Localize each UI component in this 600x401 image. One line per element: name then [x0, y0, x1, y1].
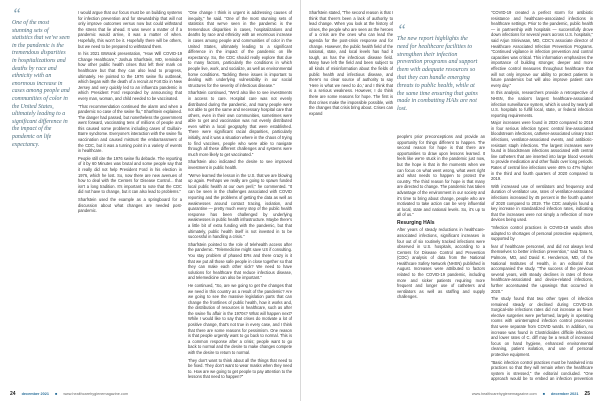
- right-column-1: [309, 10, 393, 382]
- footer-separator: ■: [55, 392, 58, 396]
- left-column-2: [188, 10, 292, 382]
- paragraph: He continued, "So, are we going to get the changes that we need in this country as a result of the pandemic? Are we going to see the massive legislation parts that can change the frontlines of public health, how it works and, the distribution of resources in healthcare, such as after the swine flu affair in the 1970s? What will happen next? While I would like to say that crises do motivate a lot of positive change, that's not true in every case, and I think that there are some reasons for pessimism. One reason is that people urgently want to go back to normal. This is a common response after a crisis; people want to go back to normal and the desire to make changes compete with the desire to return to normal.: [188, 282, 292, 356]
- paragraph: Sharfstein stated, "The second reason is that I think that there's been a lack of authority to lead change. When you look at the history of crises, the people who are seen as the heroes of a crisis are the ones who can lead the agenda for the post-crisis response and for change. However, the public health field of the national, state, and local levels has had it tough, as has the infectious disease field. Many have left the field and been subject to all kinds of misinformation about the fields of public health and infectious disease, and there's no clear source of authority to say 'Here is what we need to do,' and I think that is a serious weakness. However, I do think there are some reasons for hope. The first is that crises make the impossible possible, with the changes that crisis bring about. Crises can expand: [309, 10, 393, 116]
- footer-website: www.healthcarehygienemagazine.com: [471, 392, 537, 396]
- paragraph: people's prior preconceptions and provide an opportunity for things different to happen. The second reason for hope is that there are opportunities to draw upon lessons learned. It feels like we're stuck in the pandemic just now, but the hope is that in the moments when we can focus on what went wrong, what went right and what needs to happen to protect the country. The third reason for hope is that many are directed to change. The pandemic has taken advantage of the environment in our society and it's time to bring about change, people who are motivated to take action can be very influential at local, state and national levels. So, it's up to all of us.": [397, 134, 485, 218]
- paragraph: "One change I think is urgent is addressing causes of inequity," he said. "One of the most stunning sets of statistics that we've seen in the pandemic is the tremendous disparities in cases, hospitalizations and deaths by race and ethnicity with an enormous increase in cases among people and communities of color in the United States, ultimately leading to a significant difference in the impact of the pandemic on life expectancy. So, the CDC should really explore that due to many factors, particularly the conditions in which people live, work, and socialize, as well as environmental home conditions. Tackling these issues is important to dealing with underlying vulnerability in our social structures for the severity of infectious disease.": [188, 10, 292, 88]
- right-page: [300, 0, 600, 401]
- right-pull-quote-text: The new report highlights the need for healthcare facilities to strengthen their infection prevention programs and support them with adequate resources so that they can handle emerging threats to public health, while at the same time ensuring that gains made in combatting HAIs are not lost.: [397, 36, 478, 113]
- paragraph: Sharfstein pointed to the role of telehealth access after the pandemic. "Telemedicine might save US if consulting. You stay problem of phased ERs and there crazy is it that we put all those safe people in close together so that they can make each other sick? We need to have solutions for healthcare that reduce infectious disease, and telemedicine can also be important.": [188, 241, 292, 281]
- section-heading: Resurging HAIs: [397, 219, 435, 226]
- paragraph: Sharfstein continued, "We'd also like to see investments in access to care. Hospital care was not evenly distributed during the pandemic, and many people were not able to get the same and necessary hospital care that others, even in their own communities, sometimes were able to get and vaccination was not evenly distributed even within a local geography that were established. There were significant racial disparities, particularly initially, and it was a situation where in the chaos of trying to find vaccines, people who were able to navigate through all these different challenges and systems were much more likely to get vaccinated.": [188, 90, 292, 157]
- left-pull-quote: [12, 6, 70, 149]
- paragraph: Sharfstein used the example as a springboard for a discussion about what changes are needed post-pandemic.: [78, 197, 182, 214]
- paragraph: "That recommendation continued the alarm and when a pandemic no case of the swine flu," Sharfstein explained. The danger had passed, but nonetheless the government went forward, vaccinating tens of millions of people and this caused some problems including cases of Guillain-Barre syndrome. Everyone's interaction with the swine flu vaccination and caused mistrust the embarrassment of the CDC, but it was a turning point in a variety of events in healthcare.: [78, 103, 182, 154]
- paragraph: People still cite the 1976 swine flu debacle. The reporting of it by 60 Minutes was brutal and some people say that it really did not help President Ford in his election in 1976, which he lost. So, now there are new avenues of how to deal with the Centers for Disease Control... that isn't a long tradition. It's important to note that the CDC did not have to change, but it can also lead to problems.": [78, 155, 182, 195]
- right-page-footer: [472, 391, 590, 397]
- paragraph: I would argue that our focus must be on building systems for infection prevention and for stewardship that will not only improve outcomes versus now but could withstand the stress that lie ahead. It was never a matter of if a pandemic would arrive, it was a matter of when. Hopefully, this won't be it. Hopefully there will be others, but we need to be prepared to withstand them.: [78, 10, 182, 49]
- page-number: 24: [10, 391, 16, 397]
- right-column-1b: [397, 134, 485, 382]
- paragraph: In his 2021 BWrank presentation, "How Will COVID-19 Change Healthcare," Joshua Sharfstein, MD, reminded how other public health crises that left their mark on healthcare but that they can also lead to progress, ultimately. He pointed to the 1976 swine flu outbreak, which began with the death of a recruit at Fort Dix in New Jersey and very quickly led to an influenza pandemic in which President Ford responded by announcing that every man, woman, and child needed to be vaccinated.: [78, 51, 182, 101]
- paragraph: In this analysis, researchers provide a retrospective of NHSN, the nation's largest healthcare-associated infection surveillance system, which is used by nearly all U.S. hospitals to fulfill local, state, or federal infection reporting requirements.: [491, 90, 593, 118]
- paragraph: They don't want to think about all the things that need to be fixed. They don't want to wear masks when they need to. How are we going to get people to pay attention to the lessons that need to happen?": [188, 357, 292, 380]
- paragraph: Sharfstein also indicated the desire to see improved investment in public health.: [188, 159, 292, 171]
- paragraph: Major increases were found in 2020 compared to 2019 in four serious infection types: central line-associated bloodstream infections, catheter-associated urinary tract infections, ventilator-associated events, and antibiotic-resistant staph infections. The largest increases were found in bloodstream infections associated with central line catheters that are inserted into large blood vessels to provide medication and other fluids over long periods. Rates of central line infections were 46% to 47% higher in the third and fourth quarters of 2020 compared to 2019.: [491, 120, 593, 182]
- left-page-footer: [10, 391, 128, 397]
- open-quote-icon: “: [397, 22, 406, 39]
- page-number: 25: [584, 391, 590, 397]
- right-column-2: [491, 10, 593, 382]
- right-pull-quote: [397, 22, 479, 114]
- paragraph: After years of steady reductions in healthcare-associated infections, significant increases in four out of six routinely tracked infections were observed in U.S. hospitals, according to a Centers for Disease Control and Prevention (CDC) analysis of data from the National Healthcare Safety Network (NHSN) published in August. Increases were attributed to factors related to the COVID-19 pandemic, including more and sicker patients requiring more frequent and longer use of catheters and ventilators as well as staffing and supply challenges.: [397, 227, 485, 300]
- issue-date: december 2021: [550, 392, 579, 396]
- paragraph: "Infection control practices in COVID-19 wards often adapted to shortages of personal protective equipment, supported by: [491, 224, 593, 242]
- footer-website: www.healthcarehygienemagazine.com: [63, 392, 129, 396]
- paragraph: "Basic infection control practices must be hardwired into practices so that they will remain when the healthcare system is stressed," the editorial concluded. "One approach would be to embed an infection prevention: [491, 359, 593, 382]
- left-pull-quote-text: One of the most stunning sets of statistics that we've seen in the pandemic is the tremendous disparities in hospitalizations and deaths by race and ethnicity with an enormous increase in cases among people and communities of color in the United States, ultimately leading to a significant difference in the impact of the pandemic on life expectancy.: [12, 20, 70, 148]
- paragraph: fear of healthcare personnel, and did not always lend themselves to better infection prevention," said Tara N. Palmore, MD, and David K. Henderson, MD, of the National Institutes of Health, in an editorial that accompanied the study. "The success of the previous several years, with steady declines in rates of these healthcare-associated and device-related infections, further accentuated the upswings that occurred in 2020.": [491, 243, 593, 294]
- paragraph: "We've learned the lesson in the U.S. that we are blowing up again. Perhaps we really are going to spawn funded local public health at our own peril," he commented. "It can be seen in the challenges associated with COVID reporting and the problems of getting the data as well as weaknesses around contact tracing, isolation, and quarantine — pretty much every step of the public health response has been challenged by underlying weaknesses in public health infrastructure. Maybe there's a little bit of extra funding with the pandemic, but that ultimately, public health itself is not invested in to be successful in handling a crisis.": [188, 172, 292, 240]
- paragraph: With increased use of ventilators and frequency and duration of ventilator use, rates of ventilator-associated infections increased by 45 percent in the fourth quarter of 2020 compared to 2019. The CDC analysis found a key increase in standardized infection rates, indicating that the increases were not simply a reflection of more devices being used.: [491, 183, 593, 223]
- paragraph: "COVID-19 created a perfect storm for antibiotic resistance and healthcare-associated infections in healthcare settings. Prior to the pandemic, public health — in partnership with hospitals — successfully drove down infections for several years across U.S. hospitals," said Arjun Srinivasan, MD, CDC's associate director of Healthcare Associated Infection Prevention Programs. "Continued vigilance in infection prevention and control capacities was critical. This information emphasizes the importance of building stronger, deeper and more effective control measures throughout healthcare that will not only improve our ability to protect patients in future pandemics but will also improve patient care every day.": [491, 10, 593, 88]
- issue-date: december 2021: [21, 392, 50, 396]
- left-column-1: [78, 10, 182, 382]
- paragraph: The study found that two other types of infection remained steady or declined during COVID-19. Surgical-site infections rates did not increase as fewer elective surgeries were performed, largely in operating rooms with uninterrupted infection control processes that were separate from COVID wards. In addition, no increase was found in Clostridioides difficile infections and lower rates of C. diff may be a result of increased focus on hand hygiene, enhanced environmental cleaning, patient isolation, and use of personal protective equipment.: [491, 296, 593, 358]
- footer-separator: ■: [542, 392, 545, 396]
- open-quote-icon: “: [12, 6, 21, 23]
